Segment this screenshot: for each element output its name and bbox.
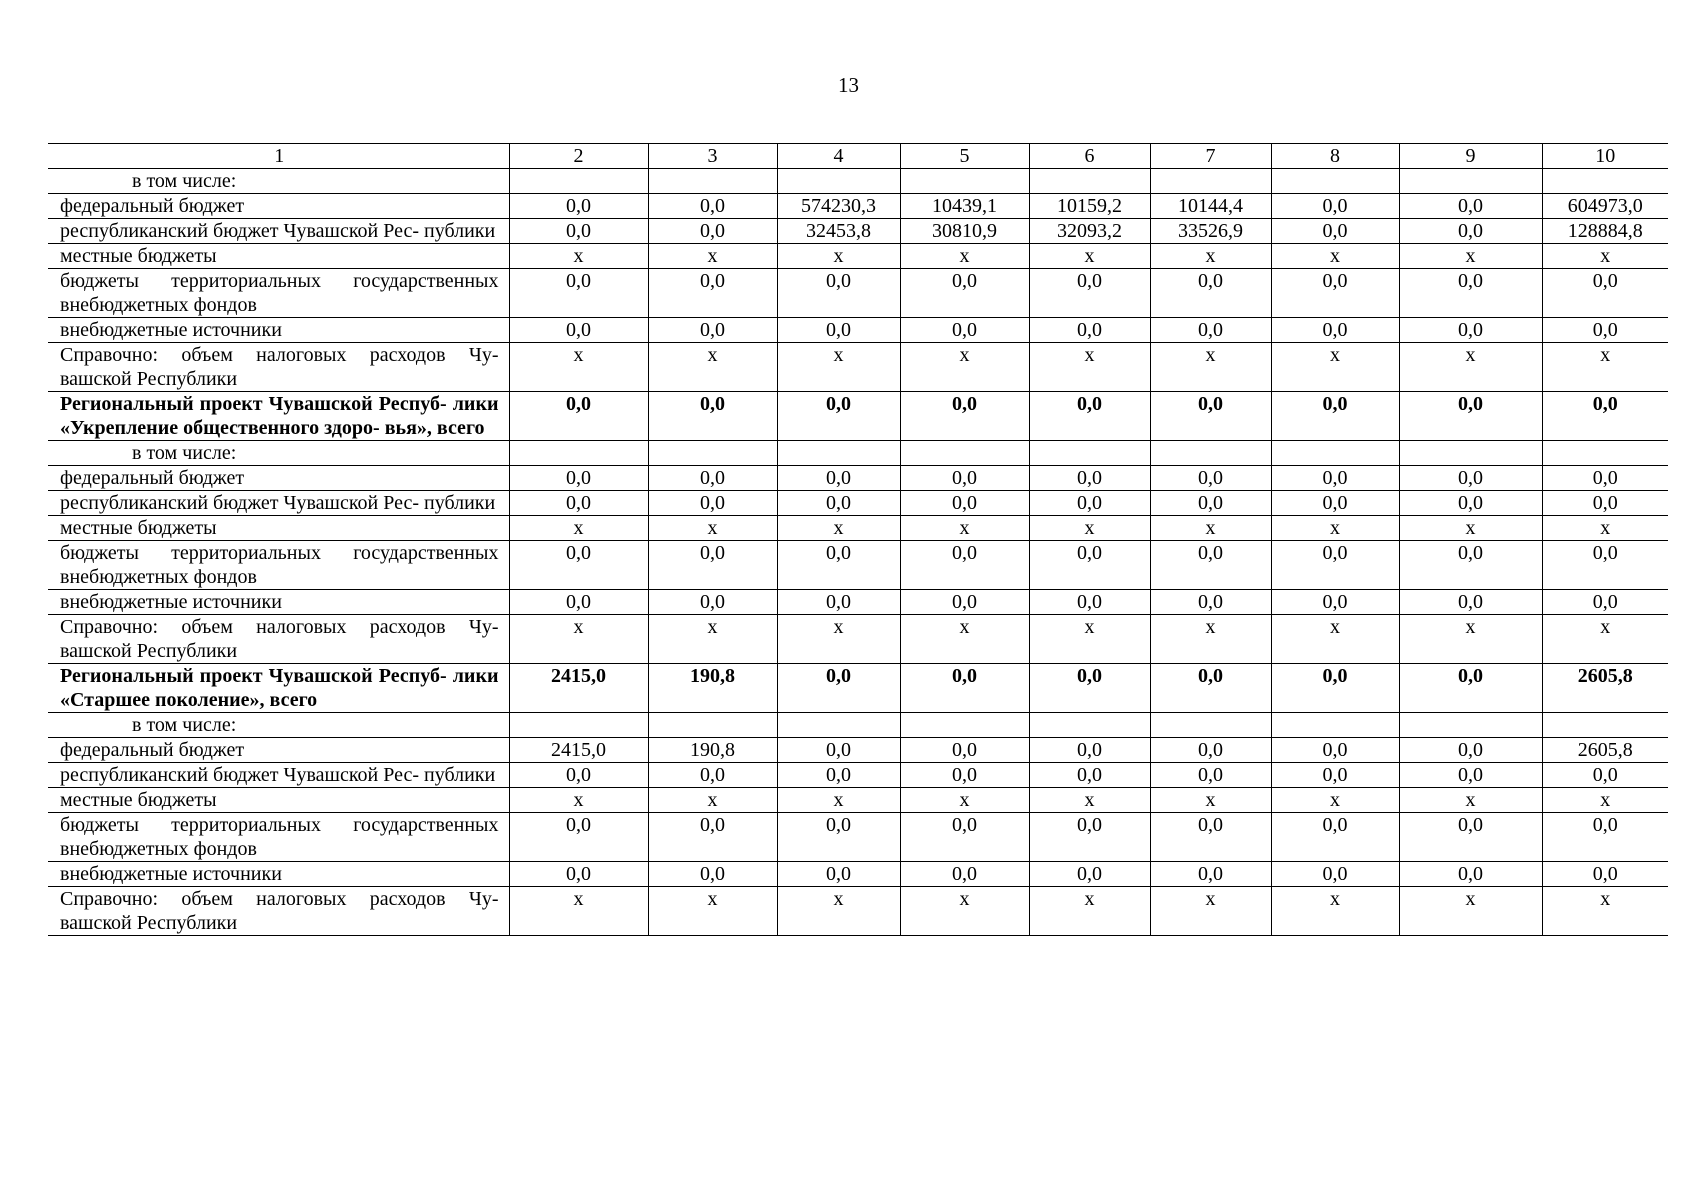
row-label-cell: федеральный бюджет bbox=[48, 466, 509, 491]
value-cell: 0,0 bbox=[509, 590, 648, 615]
value-cell: 0,0 bbox=[777, 541, 900, 590]
value-cell: 574230,3 bbox=[777, 194, 900, 219]
value-cell: 0,0 bbox=[509, 466, 648, 491]
value-cell bbox=[1150, 441, 1271, 466]
value-cell: 0,0 bbox=[648, 466, 777, 491]
value-cell: x bbox=[777, 887, 900, 936]
value-cell: 0,0 bbox=[509, 813, 648, 862]
value-cell: 0,0 bbox=[1029, 491, 1150, 516]
table-row bbox=[48, 738, 1668, 763]
value-cell: 0,0 bbox=[1399, 862, 1542, 887]
table-row bbox=[48, 318, 1668, 343]
value-cell bbox=[1399, 169, 1542, 194]
value-cell: x bbox=[1399, 343, 1542, 392]
value-cell: x bbox=[1271, 615, 1399, 664]
value-cell: 0,0 bbox=[1399, 269, 1542, 318]
value-cell bbox=[1542, 713, 1668, 738]
value-cell: 0,0 bbox=[1271, 813, 1399, 862]
value-cell: 0,0 bbox=[648, 590, 777, 615]
value-cell: 0,0 bbox=[509, 392, 648, 441]
value-cell: 0,0 bbox=[648, 269, 777, 318]
value-cell: 0,0 bbox=[1399, 763, 1542, 788]
value-cell: 0,0 bbox=[1150, 269, 1271, 318]
value-cell: 0,0 bbox=[1399, 813, 1542, 862]
value-cell: 0,0 bbox=[648, 194, 777, 219]
value-cell: x bbox=[509, 343, 648, 392]
value-cell: 0,0 bbox=[509, 862, 648, 887]
value-cell: 0,0 bbox=[1271, 466, 1399, 491]
value-cell: x bbox=[1542, 343, 1668, 392]
value-cell: 0,0 bbox=[900, 541, 1029, 590]
value-cell: x bbox=[1271, 244, 1399, 269]
value-cell: 0,0 bbox=[1542, 491, 1668, 516]
table-subheader-row bbox=[48, 169, 1668, 194]
value-cell: 190,8 bbox=[648, 738, 777, 763]
value-cell: x bbox=[1029, 615, 1150, 664]
table-body bbox=[48, 169, 1668, 936]
value-cell: x bbox=[777, 788, 900, 813]
value-cell: 0,0 bbox=[900, 738, 1029, 763]
value-cell: 0,0 bbox=[1542, 392, 1668, 441]
value-cell: 0,0 bbox=[1029, 664, 1150, 713]
value-cell bbox=[1029, 441, 1150, 466]
table-header-row bbox=[48, 144, 1668, 169]
value-cell: x bbox=[1399, 244, 1542, 269]
column-header-5: 5 bbox=[900, 144, 1029, 169]
value-cell: 0,0 bbox=[1399, 318, 1542, 343]
value-cell bbox=[777, 169, 900, 194]
value-cell: 0,0 bbox=[1542, 541, 1668, 590]
row-label-cell: местные бюджеты bbox=[48, 788, 509, 813]
row-label-cell: местные бюджеты bbox=[48, 516, 509, 541]
value-cell bbox=[1271, 441, 1399, 466]
value-cell: 0,0 bbox=[777, 738, 900, 763]
value-cell: 0,0 bbox=[900, 392, 1029, 441]
value-cell: x bbox=[1399, 788, 1542, 813]
value-cell: x bbox=[1271, 516, 1399, 541]
value-cell: 0,0 bbox=[509, 763, 648, 788]
budget-table bbox=[48, 143, 1668, 936]
value-cell: x bbox=[1542, 244, 1668, 269]
value-cell: 0,0 bbox=[1029, 318, 1150, 343]
table-row bbox=[48, 862, 1668, 887]
value-cell bbox=[1150, 713, 1271, 738]
value-cell bbox=[648, 169, 777, 194]
value-cell: x bbox=[1271, 343, 1399, 392]
value-cell: 0,0 bbox=[648, 392, 777, 441]
value-cell: 0,0 bbox=[648, 541, 777, 590]
value-cell: 0,0 bbox=[1271, 763, 1399, 788]
row-label-cell: федеральный бюджет bbox=[48, 194, 509, 219]
value-cell: x bbox=[900, 615, 1029, 664]
value-cell: x bbox=[1542, 887, 1668, 936]
row-label-cell: Справочно: объем налоговых расходов Чу- вашской Республики bbox=[48, 887, 509, 936]
value-cell bbox=[648, 441, 777, 466]
value-cell: 0,0 bbox=[1150, 763, 1271, 788]
value-cell: 0,0 bbox=[900, 763, 1029, 788]
value-cell: 0,0 bbox=[777, 491, 900, 516]
value-cell bbox=[1399, 441, 1542, 466]
row-label-cell: внебюджетные источники bbox=[48, 862, 509, 887]
value-cell: 0,0 bbox=[1542, 862, 1668, 887]
value-cell: 0,0 bbox=[1542, 813, 1668, 862]
value-cell: 0,0 bbox=[1029, 392, 1150, 441]
value-cell: 0,0 bbox=[1399, 738, 1542, 763]
table-row bbox=[48, 269, 1668, 318]
table-row bbox=[48, 194, 1668, 219]
value-cell: 0,0 bbox=[1029, 813, 1150, 862]
value-cell: 0,0 bbox=[1150, 664, 1271, 713]
value-cell: 0,0 bbox=[1271, 318, 1399, 343]
value-cell: 0,0 bbox=[1399, 541, 1542, 590]
value-cell: 10439,1 bbox=[900, 194, 1029, 219]
table-subheader-row bbox=[48, 441, 1668, 466]
value-cell: 0,0 bbox=[1542, 318, 1668, 343]
value-cell bbox=[648, 713, 777, 738]
value-cell: x bbox=[1029, 887, 1150, 936]
value-cell: 0,0 bbox=[1150, 491, 1271, 516]
value-cell bbox=[1542, 169, 1668, 194]
value-cell: x bbox=[777, 244, 900, 269]
column-header-8: 8 bbox=[1271, 144, 1399, 169]
table-row bbox=[48, 516, 1668, 541]
value-cell: x bbox=[1542, 615, 1668, 664]
value-cell bbox=[1399, 713, 1542, 738]
value-cell: 0,0 bbox=[900, 269, 1029, 318]
value-cell: x bbox=[648, 788, 777, 813]
value-cell: 0,0 bbox=[777, 466, 900, 491]
value-cell bbox=[509, 441, 648, 466]
value-cell: x bbox=[777, 516, 900, 541]
row-label-cell: внебюджетные источники bbox=[48, 590, 509, 615]
value-cell: 0,0 bbox=[777, 269, 900, 318]
value-cell bbox=[509, 169, 648, 194]
value-cell: 0,0 bbox=[509, 541, 648, 590]
value-cell: 0,0 bbox=[777, 392, 900, 441]
value-cell: 0,0 bbox=[648, 763, 777, 788]
value-cell: 0,0 bbox=[1150, 466, 1271, 491]
value-cell: 0,0 bbox=[1399, 664, 1542, 713]
value-cell: 0,0 bbox=[509, 318, 648, 343]
value-cell: 0,0 bbox=[1271, 194, 1399, 219]
value-cell bbox=[509, 713, 648, 738]
value-cell: x bbox=[900, 516, 1029, 541]
value-cell: 0,0 bbox=[777, 590, 900, 615]
value-cell bbox=[900, 169, 1029, 194]
value-cell: 30810,9 bbox=[900, 219, 1029, 244]
value-cell: 604973,0 bbox=[1542, 194, 1668, 219]
table-row bbox=[48, 219, 1668, 244]
value-cell: x bbox=[1150, 788, 1271, 813]
value-cell: 0,0 bbox=[1150, 541, 1271, 590]
column-header-3: 3 bbox=[648, 144, 777, 169]
table-row bbox=[48, 466, 1668, 491]
value-cell: x bbox=[648, 244, 777, 269]
value-cell: 0,0 bbox=[1271, 491, 1399, 516]
row-label-cell: республиканский бюджет Чувашской Рес- публики bbox=[48, 763, 509, 788]
row-label-cell: республиканский бюджет Чувашской Рес- публики bbox=[48, 491, 509, 516]
value-cell: x bbox=[1150, 615, 1271, 664]
value-cell: x bbox=[509, 516, 648, 541]
row-label-cell: республиканский бюджет Чувашской Рес- публики bbox=[48, 219, 509, 244]
value-cell: 0,0 bbox=[1399, 466, 1542, 491]
value-cell: x bbox=[900, 887, 1029, 936]
value-cell: x bbox=[648, 343, 777, 392]
table-row bbox=[48, 590, 1668, 615]
table-row bbox=[48, 887, 1668, 936]
value-cell: x bbox=[648, 615, 777, 664]
column-header-7: 7 bbox=[1150, 144, 1271, 169]
value-cell: x bbox=[1150, 516, 1271, 541]
value-cell: 0,0 bbox=[1150, 590, 1271, 615]
value-cell: 0,0 bbox=[1399, 392, 1542, 441]
value-cell: 0,0 bbox=[509, 269, 648, 318]
value-cell: 0,0 bbox=[777, 763, 900, 788]
value-cell bbox=[1029, 169, 1150, 194]
value-cell: 0,0 bbox=[1150, 813, 1271, 862]
row-label-cell: бюджеты территориальных государственных внебюджетных фондов bbox=[48, 269, 509, 318]
value-cell bbox=[1271, 169, 1399, 194]
value-cell: 0,0 bbox=[648, 318, 777, 343]
column-header-1: 1 bbox=[48, 144, 509, 169]
value-cell: x bbox=[900, 244, 1029, 269]
value-cell: 0,0 bbox=[1029, 269, 1150, 318]
value-cell: 0,0 bbox=[1271, 590, 1399, 615]
value-cell: 0,0 bbox=[509, 219, 648, 244]
value-cell bbox=[1271, 713, 1399, 738]
table-section-row bbox=[48, 392, 1668, 441]
row-label-cell: Региональный проект Чувашской Респуб- лики «Старшее поколение», всего bbox=[48, 664, 509, 713]
value-cell: 2605,8 bbox=[1542, 664, 1668, 713]
value-cell: 0,0 bbox=[648, 219, 777, 244]
value-cell: 0,0 bbox=[1029, 466, 1150, 491]
value-cell: 0,0 bbox=[1150, 392, 1271, 441]
value-cell bbox=[1029, 713, 1150, 738]
value-cell: 0,0 bbox=[1399, 491, 1542, 516]
value-cell: 0,0 bbox=[1399, 219, 1542, 244]
row-label-cell: Региональный проект Чувашской Респуб- лики «Укрепление общественного здоро- вья», всего bbox=[48, 392, 509, 441]
row-label-cell: местные бюджеты bbox=[48, 244, 509, 269]
table-subheader-row bbox=[48, 713, 1668, 738]
value-cell bbox=[900, 441, 1029, 466]
value-cell: x bbox=[509, 887, 648, 936]
row-label-cell: федеральный бюджет bbox=[48, 738, 509, 763]
row-label-cell: в том числе: bbox=[48, 441, 509, 466]
value-cell: x bbox=[1542, 788, 1668, 813]
value-cell: 0,0 bbox=[1271, 541, 1399, 590]
value-cell: 32093,2 bbox=[1029, 219, 1150, 244]
value-cell: 0,0 bbox=[648, 862, 777, 887]
value-cell: x bbox=[1542, 516, 1668, 541]
row-label-cell: бюджеты территориальных государственных внебюджетных фондов bbox=[48, 813, 509, 862]
column-header-10: 10 bbox=[1542, 144, 1668, 169]
value-cell: 0,0 bbox=[1029, 738, 1150, 763]
value-cell: 0,0 bbox=[1542, 466, 1668, 491]
value-cell: x bbox=[777, 615, 900, 664]
value-cell: 190,8 bbox=[648, 664, 777, 713]
column-header-6: 6 bbox=[1029, 144, 1150, 169]
value-cell: 2415,0 bbox=[509, 738, 648, 763]
value-cell bbox=[777, 713, 900, 738]
value-cell bbox=[1542, 441, 1668, 466]
value-cell: 0,0 bbox=[648, 491, 777, 516]
value-cell: x bbox=[509, 615, 648, 664]
row-label-cell: внебюджетные источники bbox=[48, 318, 509, 343]
value-cell: 0,0 bbox=[900, 491, 1029, 516]
value-cell: 128884,8 bbox=[1542, 219, 1668, 244]
value-cell: x bbox=[509, 244, 648, 269]
value-cell: 0,0 bbox=[1150, 738, 1271, 763]
table-row bbox=[48, 615, 1668, 664]
value-cell: x bbox=[648, 516, 777, 541]
value-cell: 0,0 bbox=[900, 590, 1029, 615]
value-cell: 0,0 bbox=[900, 813, 1029, 862]
table-row bbox=[48, 541, 1668, 590]
value-cell: x bbox=[900, 788, 1029, 813]
value-cell: x bbox=[1150, 244, 1271, 269]
table-row bbox=[48, 343, 1668, 392]
value-cell bbox=[1150, 169, 1271, 194]
value-cell: 0,0 bbox=[1399, 194, 1542, 219]
value-cell: x bbox=[900, 343, 1029, 392]
value-cell: 2415,0 bbox=[509, 664, 648, 713]
value-cell: 0,0 bbox=[1542, 269, 1668, 318]
value-cell: 0,0 bbox=[1271, 862, 1399, 887]
value-cell: x bbox=[1029, 244, 1150, 269]
value-cell: 0,0 bbox=[648, 813, 777, 862]
value-cell: 0,0 bbox=[1271, 664, 1399, 713]
value-cell: x bbox=[1029, 343, 1150, 392]
value-cell: 32453,8 bbox=[777, 219, 900, 244]
table-row bbox=[48, 763, 1668, 788]
value-cell: 0,0 bbox=[1271, 219, 1399, 244]
value-cell: 0,0 bbox=[900, 664, 1029, 713]
column-header-9: 9 bbox=[1399, 144, 1542, 169]
value-cell: 0,0 bbox=[1271, 269, 1399, 318]
value-cell: 0,0 bbox=[777, 664, 900, 713]
column-header-2: 2 bbox=[509, 144, 648, 169]
column-header-4: 4 bbox=[777, 144, 900, 169]
value-cell: 33526,9 bbox=[1150, 219, 1271, 244]
row-label-cell: в том числе: bbox=[48, 713, 509, 738]
value-cell: 0,0 bbox=[509, 491, 648, 516]
value-cell: 0,0 bbox=[777, 862, 900, 887]
value-cell: 0,0 bbox=[1399, 590, 1542, 615]
value-cell: 10159,2 bbox=[1029, 194, 1150, 219]
value-cell: x bbox=[1150, 887, 1271, 936]
value-cell: 0,0 bbox=[900, 318, 1029, 343]
value-cell: x bbox=[1271, 788, 1399, 813]
value-cell: x bbox=[1029, 516, 1150, 541]
value-cell: x bbox=[1399, 887, 1542, 936]
row-label-cell: бюджеты территориальных государственных внебюджетных фондов bbox=[48, 541, 509, 590]
value-cell: 0,0 bbox=[777, 318, 900, 343]
value-cell: x bbox=[509, 788, 648, 813]
value-cell: 0,0 bbox=[1150, 318, 1271, 343]
row-label-cell: в том числе: bbox=[48, 169, 509, 194]
table-section-row bbox=[48, 664, 1668, 713]
value-cell: x bbox=[1029, 788, 1150, 813]
value-cell: 0,0 bbox=[1029, 862, 1150, 887]
value-cell: 0,0 bbox=[1029, 590, 1150, 615]
value-cell: 10144,4 bbox=[1150, 194, 1271, 219]
value-cell: x bbox=[1399, 615, 1542, 664]
value-cell: 0,0 bbox=[509, 194, 648, 219]
value-cell bbox=[777, 441, 900, 466]
table-row bbox=[48, 491, 1668, 516]
value-cell: x bbox=[648, 887, 777, 936]
value-cell: 0,0 bbox=[1271, 738, 1399, 763]
value-cell: x bbox=[1150, 343, 1271, 392]
row-label-cell: Справочно: объем налоговых расходов Чу- вашской Республики bbox=[48, 615, 509, 664]
value-cell: x bbox=[1399, 516, 1542, 541]
value-cell: 0,0 bbox=[1542, 763, 1668, 788]
value-cell: 0,0 bbox=[900, 862, 1029, 887]
value-cell: 0,0 bbox=[777, 813, 900, 862]
value-cell: 0,0 bbox=[1029, 763, 1150, 788]
value-cell: 0,0 bbox=[1542, 590, 1668, 615]
table-row bbox=[48, 244, 1668, 269]
value-cell: 0,0 bbox=[1029, 541, 1150, 590]
table-row bbox=[48, 788, 1668, 813]
value-cell bbox=[900, 713, 1029, 738]
value-cell: 0,0 bbox=[1271, 392, 1399, 441]
value-cell: 0,0 bbox=[1150, 862, 1271, 887]
value-cell: x bbox=[1271, 887, 1399, 936]
table-row bbox=[48, 813, 1668, 862]
row-label-cell: Справочно: объем налоговых расходов Чу- вашской Республики bbox=[48, 343, 509, 392]
value-cell: 2605,8 bbox=[1542, 738, 1668, 763]
value-cell: 0,0 bbox=[900, 466, 1029, 491]
page-number: 13 bbox=[838, 73, 859, 97]
value-cell: x bbox=[777, 343, 900, 392]
